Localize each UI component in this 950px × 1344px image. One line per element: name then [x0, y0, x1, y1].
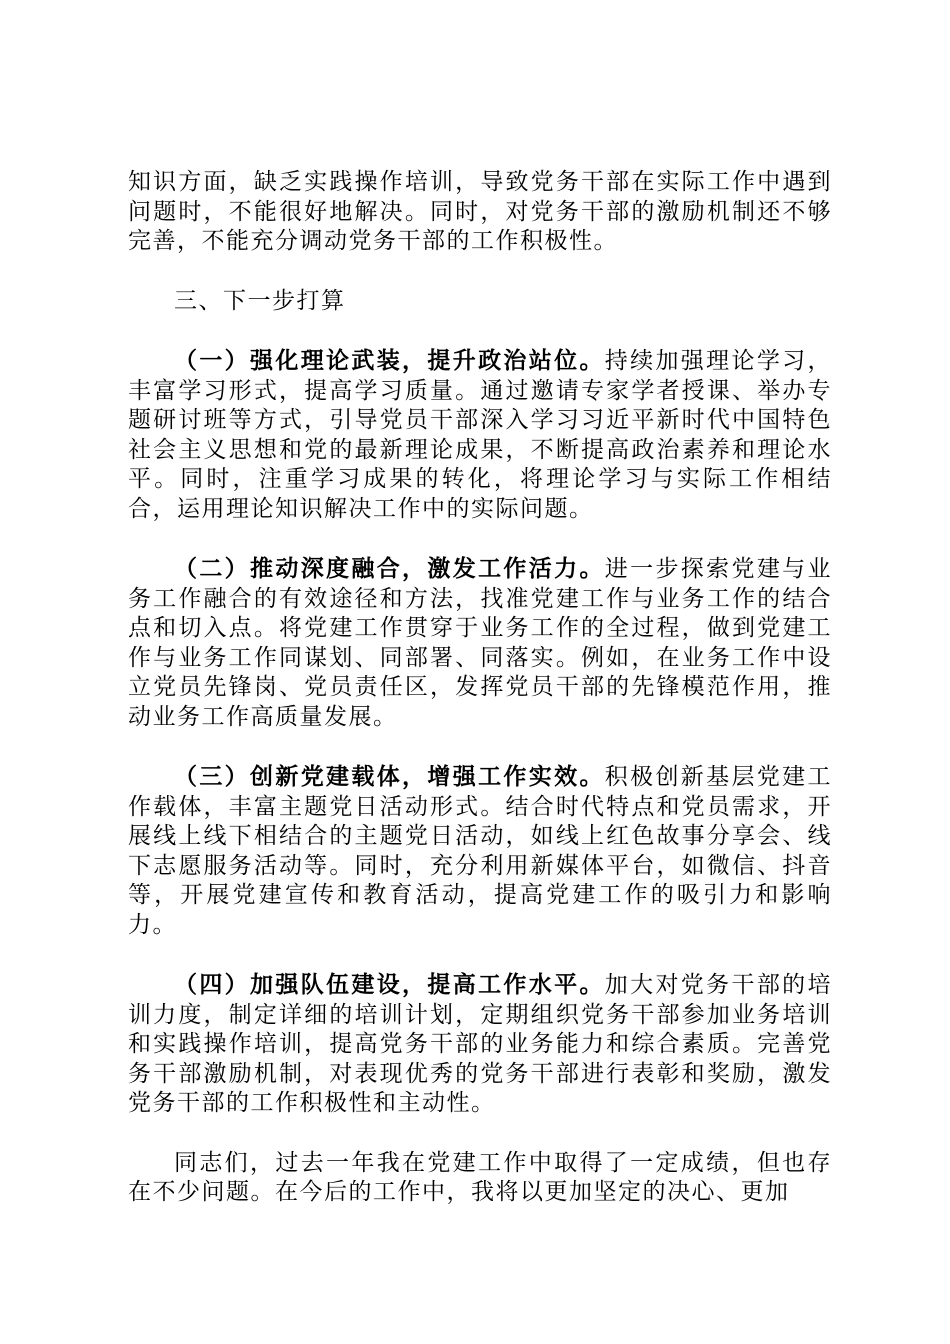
plan-item-1	[128, 346, 832, 524]
continuation-paragraph: 知识方面，缺乏实践操作培训，导致党务干部在实际工作中遇到问题时，不能很好地解决。同时，对党务干部的激励机制还不够完善，不能充分调动党务干部的工作积极性。	[128, 169, 832, 254]
section-heading: 三、下一步打算	[174, 287, 346, 314]
plan-item-1-lead: （一）强化理论武装，提升政治站位。	[174, 347, 605, 374]
plan-item-2	[128, 554, 832, 732]
document-page	[128, 168, 832, 1238]
plan-item-2-body: 进一步探索党建与业务工作融合的有效途径和方法，找准党建工作与业务工作的结合点和切入点。将党建工作贯穿于业务工作的全过程，做到党建工作与业务工作同谋划、同部署、同落实。例如，在业务工作中设立党员先锋岗、党员责任区，发挥党员干部的先锋模范作用，推动业务工作高质量发展。	[128, 556, 833, 730]
closing-paragraph: 同志们，过去一年我在党建工作中取得了一定成绩，但也存在不少问题。在今后的工作中，我将以更加坚定的决心、更加	[128, 1149, 832, 1205]
plan-item-4-lead: （四）加强队伍建设，提高工作水平。	[174, 971, 605, 998]
plan-item-3-lead: （三）创新党建载体，增强工作实效。	[174, 763, 605, 790]
plan-item-2-lead: （二）推动深度融合，激发工作活力。	[174, 555, 605, 582]
plan-item-4-body: 加大对党务干部的培训力度，制定详细的培训计划，定期组织党务干部参加业务培训和实践操作培训，提高党务干部的业务能力和综合素质。完善党务干部激励机制，对表现优秀的党务干部进行表彰和奖励，激发党务干部的工作积极性和主动性。	[128, 972, 833, 1116]
plan-item-1-body: 持续加强理论学习，丰富学习形式，提高学习质量。通过邀请专家学者授课、举办专题研讨班等方式，引导党员干部深入学习习近平新时代中国特色社会主义思想和党的最新理论成果，不断提高政治素养和理论水平。同时，注重学习成果的转化，将理论学习与实际工作相结合，运用理论知识解决工作中的实际问题。	[128, 348, 833, 522]
plan-item-3-body: 积极创新基层党建工作载体，丰富主题党日活动形式。结合时代特点和党员需求，开展线上线下相结合的主题党日活动，如线上红色故事分享会、线下志愿服务活动等。同时，充分利用新媒体平台，如微信、抖音等，开展党建宣传和教育活动，提高党建工作的吸引力和影响力。	[128, 764, 833, 938]
plan-item-3	[128, 762, 832, 940]
plan-item-4	[128, 970, 832, 1119]
